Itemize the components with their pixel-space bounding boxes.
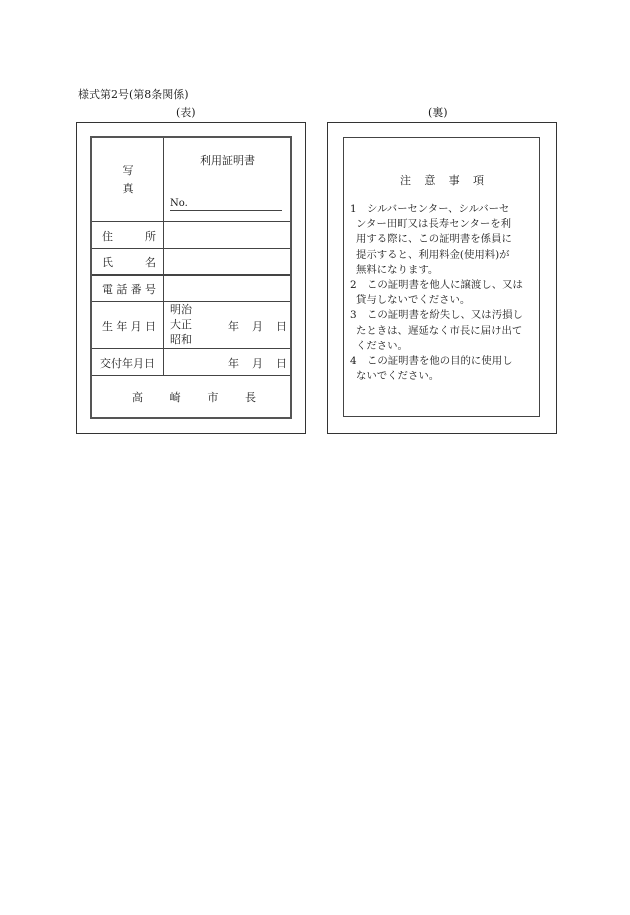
note-line: 3 この証明書を紛失し、又は汚損し xyxy=(350,309,523,322)
notes-body xyxy=(350,202,536,384)
birth-month-unit: 月 xyxy=(252,320,263,333)
birth-day-unit: 日 xyxy=(276,320,287,333)
back-card xyxy=(343,137,540,417)
issuer-mayor: 高 崎 市 長 xyxy=(132,391,256,404)
birth-date-label: 生 年 月 日 xyxy=(102,320,156,333)
row-line xyxy=(92,248,290,249)
note-line: 貸与しないでください。 xyxy=(356,294,471,307)
row-line xyxy=(92,375,290,376)
front-card xyxy=(90,136,292,419)
issue-date-label: 交付年月日 xyxy=(100,357,155,370)
form-number-title: 様式第2号(第8条関係) xyxy=(78,88,189,101)
photo-area-label: 写 真 xyxy=(122,164,134,195)
note-line: 4 この証明書を他の目的に使用し xyxy=(350,355,513,368)
note-line: 無料になります。 xyxy=(356,263,439,276)
back-side-label: (裏) xyxy=(428,106,448,119)
row-line xyxy=(92,348,290,349)
era-options: 明治 大正 昭和 xyxy=(170,303,192,346)
notes-title: 注 意 事 項 xyxy=(400,174,484,187)
issue-month-unit: 月 xyxy=(252,357,263,370)
note-line: たときは、遅延なく市長に届け出て xyxy=(356,324,523,337)
note-line: 2 この証明書を他人に譲渡し、又は xyxy=(350,279,523,292)
note-line: ないでください。 xyxy=(356,370,440,383)
card-number-label: No. xyxy=(170,198,188,209)
birth-year-unit: 年 xyxy=(228,320,239,333)
address-label: 住 所 xyxy=(102,230,156,243)
note-line: ください。 xyxy=(356,339,408,352)
issue-year-unit: 年 xyxy=(228,357,239,370)
note-line: 1 シルバーセンター、シルバーセ xyxy=(350,203,510,215)
name-label: 氏 名 xyxy=(102,256,156,269)
row-line xyxy=(92,274,290,276)
note-line: 用する際に、この証明書を係員に xyxy=(356,233,512,246)
issue-day-unit: 日 xyxy=(276,357,287,370)
row-line xyxy=(92,221,290,222)
label-column-divider xyxy=(163,138,164,375)
card-name: 利用証明書 xyxy=(200,154,255,167)
note-line: 提示すると、利用料金(使用料)が xyxy=(356,248,510,261)
phone-label: 電 話 番 号 xyxy=(102,283,156,296)
front-side-label: (表) xyxy=(176,106,196,119)
card-number-line xyxy=(170,210,282,211)
note-line: ンター田町又は長寿センターを利 xyxy=(356,218,512,231)
